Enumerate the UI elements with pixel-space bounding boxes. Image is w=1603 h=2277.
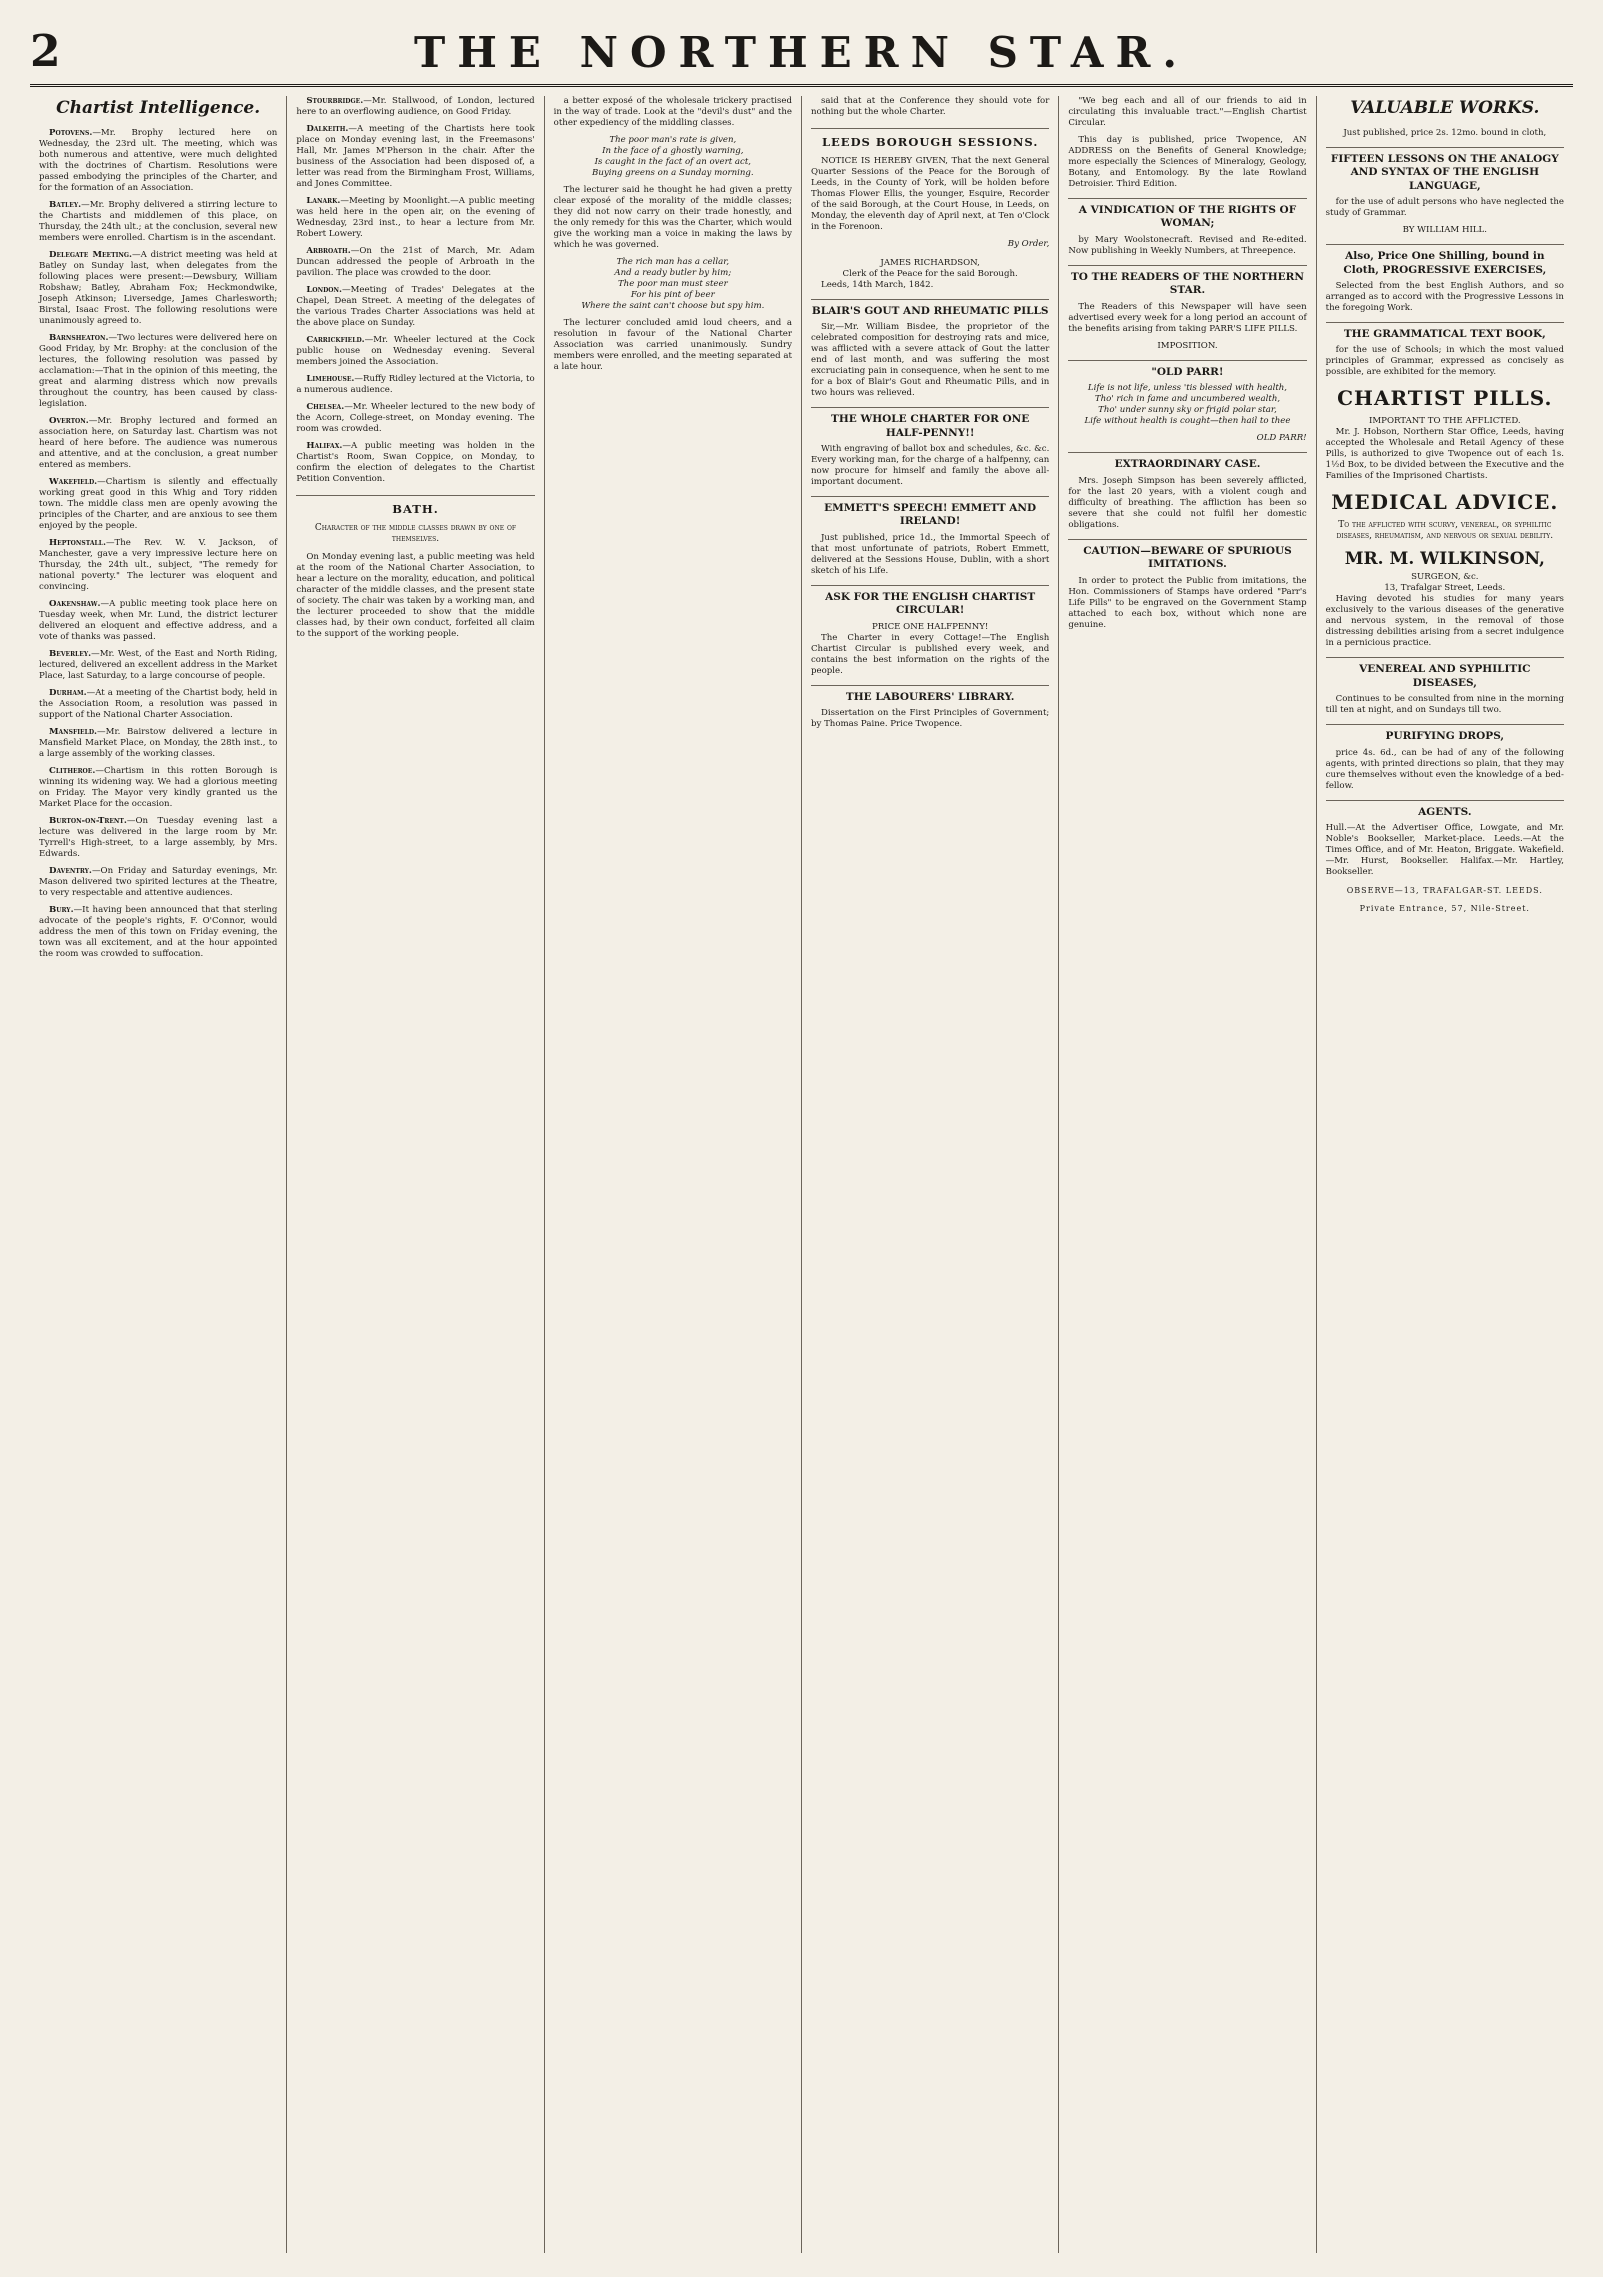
circular-price: PRICE ONE HALFPENNY! [871,621,989,632]
old-parr-signature: OLD PARR! [1256,433,1307,444]
caution-heading: CAUTION—BEWARE OF SPURIOUS IMITATIONS. [1068,539,1306,572]
report-opening: said that at the Conference they should vote for nothing but the whole Charter. [810,96,1050,117]
list-item: Arbroath.—On the 21st of March, Mr. Adam Duncan addressed the people of Arbroath in the pavilion. The place was crowded to the door. [296,246,535,278]
bath-report: On Monday evening last, a public meeting was held at the room of the National Charter Association, to hear a lecture on the morality, education, and political character of the middle classes, and the present state of society. The chair was taken by a working man, and the lecturer proceeded to show that the middle classes had, by their own conduct, forfeited all claim to the support of the working people. [296,551,535,639]
pills-heading: BLAIR'S GOUT AND RHEUMATIC PILLS [811,299,1049,318]
publication-notice: This day is published, price Twopence, AN ADDRESS on the Benefits of General Knowledge; more especially the Sciences of Mineralogy, Geology, Botany, and Entomology. By the late Rowland Detroisier. Third Edition. [1068,135,1307,189]
list-item: Carrickfield.—Mr. Wheeler lectured at the Cock public house on Wednesday evening. Several members joined the Association. [296,335,535,367]
lecture-text: The lecturer said he thought he had given a pretty clear exposé of the morality of the middle classes; they did not now carry on their trade honestly, and the only remedy for this was the Charter, which would give the working man a voice in making the laws by which he was governed. [553,185,792,250]
pills-text: Mr. J. Hobson, Northern Star Office, Leeds, having accepted the Wholesale and Retail Agency of these Pills, is authorized to give Twopence out of each 1s. 1½d Box, to be divided between the Executive and the Families of the Imprisoned Chartists. [1325,426,1564,481]
emmett-heading: EMMETT'S SPEECH! EMMETT AND IRELAND! [811,496,1049,529]
list-item: Durham.—At a meeting of the Chartist body, held in the Association Room, a resolution was passed in support of the National Charter Association. [39,687,278,720]
list-item: Heptonstall.—The Rev. W. V. Jackson, of Manchester, gave a very impressive lecture here on Thursday, the 24th ult., subject, "The remedy for national poverty." The lecturer was eloquent and convincing. [39,537,278,592]
observe-line: OBSERVE—13, TRAFALGAR-ST. LEEDS. [1346,886,1543,896]
venereal-text: Continues to be consulted from nine in the morning till ten at night, and on Sundays till two. [1325,694,1564,716]
agents-heading: AGENTS. [1326,800,1564,819]
notice-date: Leeds, 14th March, 1842. [820,279,934,290]
column-2 [287,96,544,2253]
library-text: Dissertation on the First Principles of Government; by Thomas Paine. Price Twopence. [810,708,1050,730]
list-item: Batley.—Mr. Brophy delivered a stirring lecture to the Chartists and middlemen of this place, on Thursday, the 24th ult.; at the conclusion, several new members were enrolled. Chartism is in the ascendant. [39,199,278,243]
list-item: Lanark.—Meeting by Moonlight.—A public meeting was held here in the open air, on the evening of Wednesday, 23rd inst., to hear a lecture from Mr. Robert Lowery. [296,196,535,239]
list-item: Overton.—Mr. Brophy lectured and formed an association here, on Saturday last. Chartism was not heard of here before. The audience was numerous and attentive, and at the conclusion, a great number entered as members. [39,415,278,470]
advice-text: Having devoted his studies for many years exclusively to the various diseases of the generative and nervous system, in the removal of those distressing debilities arising from a secret indulgence in a pernicious practice. [1325,594,1564,649]
emmett-text: Just published, price 1d., the Immortal Speech of that most unfortunate of patriots, Robert Emmett, delivered at the Sessions House, Dublin, with a short sketch of his Life. [810,532,1050,576]
circular-text: The Charter in every Cottage!—The English Chartist Circular is published every week, and contains the best information on the rights of the people. [810,632,1050,676]
caution-text: In order to protect the Public from imitations, the Hon. Commissioners of Stamps have ordered "Parr's Life Pills" to be engraved on the Government Stamp attached to each box, without which none are genuine. [1068,575,1307,630]
works-author: BY WILLIAM HILL. [1402,225,1487,236]
list-item: Halifax.—A public meeting was holden in the Chartist's Room, Swan Coppice, on Monday, to confirm the election of delegates to the Chartist Petition Convention. [296,441,535,484]
circular-heading: ASK FOR THE ENGLISH CHARTIST CIRCULAR! [811,585,1049,618]
lecture-opening: a better exposé of the wholesale trickery practised in the way of trade. Look at the "devil's dust" and the other expediency of the middling classes. [553,96,792,128]
column-6 [1317,96,1573,2253]
list-item: Chelsea.—Mr. Wheeler lectured to the new body of the Acorn, College-street, on Monday evening. The room was crowded. [296,402,535,434]
list-item: Potovens.—Mr. Brophy lectured here on Wednesday, the 23rd ult. The meeting, which was both numerous and attentive, were much delighted with the doctrines of Chartism. Resolutions were passed embodying the principles of the Charter, and for the formation of an Association. [39,127,278,193]
doctor-role: SURGEON, &c. [1411,572,1479,583]
bath-subheading: Character of the middle classes drawn by one of themselves. [314,522,517,545]
list-item: Limehouse.—Ruffy Ridley lectured at the Victoria, to a numerous audience. [296,374,535,395]
list-item: Delegate Meeting.—A district meeting was held at Batley on Sunday last, when delegates from the following places were present:—Dewsbury, William Robshaw; Batley, Abraham Fox; Heckmondwike, Joseph Atkinson; Liversedge, James Charlesworth; Birstal, Isaac Frost. The following resolutions were unanimously agreed to. [39,249,278,326]
list-item: Bury.—It having been announced that that sterling advocate of the people's rights, F. O'Connor, would address the men of this town on Friday evening, the town was all excitement, and at the hour appointed the room was crowded to suffocation. [39,904,278,959]
pills-heading: CHARTIST PILLS. [1337,386,1553,411]
tract-quote: "We beg each and all of our friends to aid in circulating this invaluable tract."—English Chartist Circular. [1068,96,1307,128]
vindication-text: by Mary Woolstonecraft. Revised and Re-edited. Now publishing in Weekly Numbers, at Threepence. [1068,234,1307,256]
list-item: Barnsheaton.—Two lectures were delivered here on Good Friday, by Mr. Brophy: at the conclusion of the lectures, the following resolution was passed by acclamation:—That in the opinion of this meeting, the great and alarming distress which now prevails throughout the country, has been caused by class-legislation. [39,332,278,409]
item-list [39,128,277,960]
advice-heading: MEDICAL ADVICE. [1331,489,1559,514]
verse: Life is not life, unless 'tis blessed with health, Tho' rich in fame and uncumbered wealth, Tho' under sunny sky or frigid polar star, Life without health is cought—then hail to thee [1084,383,1291,427]
list-item: Oakenshaw.—A public meeting took place here on Tuesday week, when Mr. Lund, the district lecturer delivered an eloquent and effective address, and a vote of thanks was passed. [39,598,278,642]
sessions-heading: LEEDS BOROUGH SESSIONS. [811,128,1049,150]
lecture-conclusion: The lecturer concluded amid loud cheers, and a resolution in favour of the National Charter Association was carried unanimously. Sundry members were enrolled, and the meeting separated at a late hour. [553,318,792,372]
works-text: for the use of adult persons who have neglected the study of Grammar. [1325,197,1564,219]
list-item: Daventry.—On Friday and Saturday evenings, Mr. Mason delivered two spirited lectures at the Theatre, to very respectable and attentive audiences. [39,865,278,898]
exercises-text: Selected from the best English Authors, and so arranged as to accord with the Progressive Lessons in the foregoing Work. [1325,280,1564,313]
readers-heading: TO THE READERS OF THE NORTHERN STAR. [1068,265,1306,298]
charter-heading: THE WHOLE CHARTER FOR ONE HALF-PENNY!! [811,407,1049,440]
list-item: Beverley.—Mr. West, of the East and North Riding, lectured, delivered an excellent address in the Market Place, last Saturday, to a large concourse of people. [39,648,278,681]
page-number: 2 [30,26,61,77]
doctor-name: MR. M. WILKINSON, [1344,548,1545,569]
grammar-text: for the use of Schools; in which the most valued principles of Grammar, expressed as concisely as possible, are exhibited for the memory. [1325,345,1564,378]
paper-name: THE NORTHERN STAR. [414,27,1189,77]
masthead [30,20,1573,87]
pills-testimonial: Sir,—Mr. William Bisdee, the proprietor of the celebrated composition for destroying rats and mice, was afflicted with a severe attack of Gout the latter end of last month, and was suffering the most excruciating pain in consequence, when he sent to me for a box of Blair's Gout and Rheumatic Pills, and in two hours was relieved. [810,322,1050,399]
drops-heading: PURIFYING DROPS, [1326,724,1564,743]
column-1 [30,96,287,2253]
library-heading: THE LABOURERS' LIBRARY. [811,685,1049,704]
notice-signer: JAMES RICHARDSON, [880,257,980,268]
readers-text: The Readers of this Newspaper will have seen advertised every week for a long period an account of the benefits arising from taking PARR'S LIFE PILLS. [1068,301,1307,334]
list-item: Burton-on-Trent.—On Tuesday evening last a lecture was delivered in the large room by Mr. Tyrrell's High-street, to a large assembly, by Mrs. Edwards. [39,815,278,859]
list-item: Mansfield.—Mr. Bairstow delivered a lecture in Mansfield Market Place, on Monday, the 28th inst., to a large assembly of the working classes. [39,726,278,759]
list-item: Wakefield.—Chartism is silently and effectually working great good in this Whig and Tory ridden town. The middle class men are openly avowing the principles of the Charter, and are anxious to see them enjoyed by the people. [39,476,278,531]
column-4 [802,96,1059,2253]
venereal-heading: VENEREAL AND SYPHILITIC DISEASES, [1326,657,1564,690]
drops-text: price 4s. 6d., can be had of any of the following agents, with printed directions so plain, that they may cure themselves without even the knowledge of a bed-fellow. [1325,747,1564,791]
advice-subheading: To the afflicted with scurvy, venereal, or syphilitic diseases, rheumatism, and nervous or sexual debility. [1336,519,1554,542]
column-5 [1059,96,1316,2253]
grammar-title: THE GRAMMATICAL TEXT BOOK, [1326,322,1564,341]
pills-subheading: IMPORTANT TO THE AFFLICTED. [1368,415,1521,426]
list-item: London.—Meeting of Trades' Delegates at the Chapel, Dean Street. A meeting of the delegates of the various Trades Charter Associations was held at the above place on Sunday. [296,285,535,328]
case-text: Mrs. Joseph Simpson has been severely afflicted, for the last 20 years, with a violent cough and difficulty of breathing. The affliction has been so severe that she could not fulfil her domestic obligations. [1068,475,1307,530]
section-title: Chartist Intelligence. [56,98,261,118]
imposition-label: IMPOSITION. [1157,340,1218,351]
list-item: Dalkeith.—A meeting of the Chartists here took place on Monday evening last, in the Freemasons' Hall, Mr. James M'Pherson in the chair. After the business of the Association had been disposed of, a letter was read from the Birmingham Frost, Williams, and Jones Committee. [296,124,535,189]
vindication-heading: A VINDICATION OF THE RIGHTS OF WOMAN; [1068,198,1306,231]
list-item: Clitheroe.—Chartism in this rotten Borough is winning its widening way. We had a glorious meeting on Friday. The Mayor very kindly granted us the Market Place for the occasion. [39,765,278,809]
notice-signer-role: Clerk of the Peace for the said Borough. [842,268,1018,279]
list-item: Stourbridge.—Mr. Stallwood, of London, lectured here to an overflowing audience, on Good Friday. [296,96,535,117]
bath-heading: BATH. [296,495,534,517]
verse: The rich man has a cellar, And a ready butler by him; The poor man must steer For his pint of beer Where the saint can't choose but spy him. [581,257,765,311]
agents-list: Hull.—At the Advertiser Office, Lowgate, and Mr. Noble's Bookseller, Market-place. Leeds.—At the Times Office, and of Mr. Heaton, Briggate. Wakefield.—Mr. Hurst, Bookseller. Halifax.—Mr. Hartley, Bookseller. [1325,823,1564,878]
works-title: FIFTEEN LESSONS ON THE ANALOGY AND SYNTAX OF THE ENGLISH LANGUAGE, [1326,147,1564,193]
sessions-notice: NOTICE IS HEREBY GIVEN, That the next General Quarter Sessions of the Peace for the Borough of Leeds, in the County of York, will be holden before Thomas Flower Ellis, the younger, Esquire, Recorder of the said Borough, at the Court House, in Leeds, on Monday, the eleventh day of April next, at Ten o'Clock in the Forenoon. [810,155,1050,232]
works-intro: Just published, price 2s. 12mo. bound in cloth, [1343,127,1547,138]
exercises-title: Also, Price One Shilling, bound in Cloth, PROGRESSIVE EXERCISES, [1326,244,1564,277]
notice-order: By Order, [1007,238,1050,249]
columns [30,96,1573,2253]
old-parr-heading: "OLD PARR! [1068,360,1306,379]
private-entrance: Private Entrance, 57, Nile-Street. [1359,904,1530,914]
doctor-address: 13, Trafalgar Street, Leeds. [1384,583,1506,594]
column-3 [545,96,802,2253]
charter-text: With engraving of ballot box and schedules, &c. &c. Every working man, for the charge of a halfpenny, can now procure for himself and family the above all-important document. [810,444,1050,488]
case-heading: EXTRAORDINARY CASE. [1068,452,1306,471]
verse: The poor man's rate is given, In the face of a ghostly warning, Is caught in the fact of an overt act, Buying greens on a Sunday morning. [592,135,754,178]
section-title: VALUABLE WORKS. [1350,98,1540,118]
